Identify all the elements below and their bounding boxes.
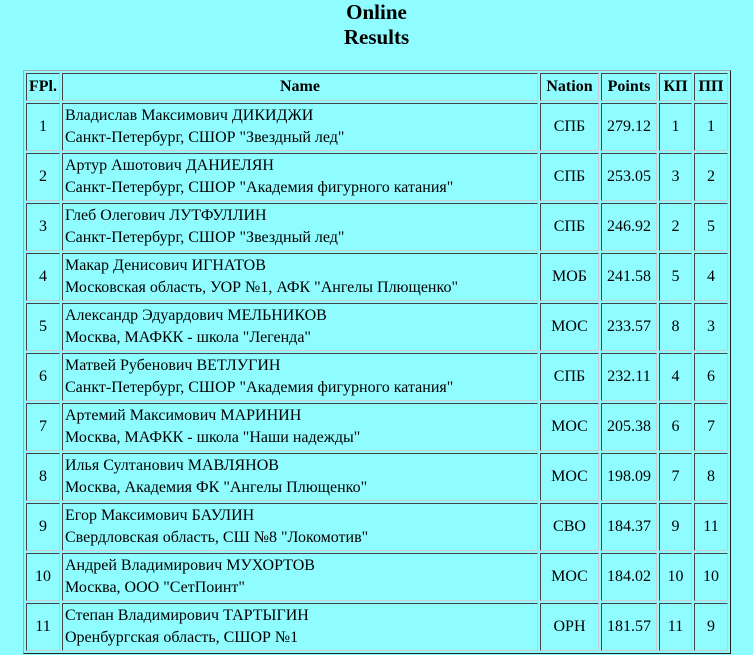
skater-name: Александр Эдуардович МЕЛЬНИКОВ: [65, 307, 327, 324]
cell-pp: 2: [694, 153, 728, 201]
table-row: [26, 503, 728, 551]
skater-club: Москва, МАФКК - школа "Легенда": [65, 329, 311, 346]
table-row: [26, 453, 728, 501]
cell-place: 11: [26, 603, 60, 651]
cell-points: 253.05: [601, 153, 657, 201]
skater-name: Егор Максимович БАУЛИН: [65, 507, 255, 524]
cell-points: 233.57: [601, 303, 657, 351]
cell-pp: 9: [694, 603, 728, 651]
skater-name: Артур Ашотович ДАНИЕЛЯН: [65, 157, 274, 174]
cell-name: [62, 553, 538, 601]
cell-pp: 1: [694, 103, 728, 151]
skater-club: Санкт-Петербург, СШОР "Академия фигурного катания": [65, 379, 454, 396]
cell-place: 4: [26, 253, 60, 301]
skater-name: Владислав Максимович ДИКИДЖИ: [65, 107, 314, 124]
skater-name: Матвей Рубенович ВЕТЛУГИН: [65, 357, 281, 374]
cell-pp: 3: [694, 303, 728, 351]
header-kp: КП: [659, 73, 692, 101]
table-row: [26, 103, 728, 151]
skater-club: Санкт-Петербург, СШОР "Академия фигурного катания": [65, 179, 454, 196]
header-points: Points: [601, 73, 657, 101]
skater-club: Санкт-Петербург, СШОР "Звездный лед": [65, 229, 345, 246]
page-title: [0, 0, 753, 50]
cell-nation: СПБ: [540, 203, 599, 251]
table-header-row: [26, 73, 728, 101]
skater-club: Свердловская область, СШ №8 "Локомотив": [65, 529, 369, 546]
skater-name: Макар Денисович ИГНАТОВ: [65, 257, 266, 274]
skater-club: Москва, Академия ФК "Ангелы Плющенко": [65, 479, 368, 496]
table-row: [26, 353, 728, 401]
title-line-results: Results: [343, 25, 410, 49]
header-pp: ПП: [694, 73, 728, 101]
cell-name: [62, 603, 538, 651]
cell-points: 181.57: [601, 603, 657, 651]
cell-nation: МОС: [540, 303, 599, 351]
table-row: [26, 553, 728, 601]
cell-pp: 10: [694, 553, 728, 601]
cell-nation: ОРН: [540, 603, 599, 651]
skater-club: Оренбургская область, СШОР №1: [65, 629, 299, 646]
cell-pp: 8: [694, 453, 728, 501]
cell-name: [62, 353, 538, 401]
header-name: Name: [62, 73, 538, 101]
cell-place: 5: [26, 303, 60, 351]
cell-nation: СВО: [540, 503, 599, 551]
cell-kp: 4: [659, 353, 692, 401]
table-row: [26, 153, 728, 201]
table-row: [26, 203, 728, 251]
cell-kp: 10: [659, 553, 692, 601]
cell-kp: 5: [659, 253, 692, 301]
cell-place: 10: [26, 553, 60, 601]
cell-place: 3: [26, 203, 60, 251]
table-row: [26, 253, 728, 301]
table-row: [26, 403, 728, 451]
skater-name: Илья Султанович МАВЛЯНОВ: [65, 457, 279, 474]
cell-pp: 4: [694, 253, 728, 301]
cell-points: 184.37: [601, 503, 657, 551]
skater-name: Глеб Олегович ЛУТФУЛЛИН: [65, 207, 267, 224]
cell-place: 2: [26, 153, 60, 201]
skater-club: Московская область, УОР №1, АФК "Ангелы Плющенко": [65, 279, 458, 296]
cell-nation: СПБ: [540, 103, 599, 151]
title-line-online: Online: [346, 0, 407, 24]
cell-kp: 2: [659, 203, 692, 251]
cell-nation: МОС: [540, 403, 599, 451]
cell-nation: МОС: [540, 553, 599, 601]
cell-pp: 5: [694, 203, 728, 251]
skater-name: Степан Владимирович ТАРТЫГИН: [65, 607, 309, 624]
cell-points: 232.11: [601, 353, 657, 401]
header-place: FPl.: [26, 73, 60, 101]
skater-name: Артемий Максимович МАРИНИН: [65, 407, 302, 424]
cell-kp: 8: [659, 303, 692, 351]
skater-club: Москва, ООО "СетПоинт": [65, 579, 245, 596]
cell-kp: 9: [659, 503, 692, 551]
cell-kp: 7: [659, 453, 692, 501]
skater-club: Москва, МАФКК - школа "Наши надежды": [65, 429, 361, 446]
cell-name: [62, 103, 538, 151]
cell-place: 1: [26, 103, 60, 151]
cell-points: 198.09: [601, 453, 657, 501]
results-table: [23, 70, 731, 654]
cell-place: 6: [26, 353, 60, 401]
cell-place: 7: [26, 403, 60, 451]
table-row: [26, 603, 728, 651]
cell-kp: 1: [659, 103, 692, 151]
skater-club: Санкт-Петербург, СШОР "Звездный лед": [65, 129, 345, 146]
cell-points: 279.12: [601, 103, 657, 151]
cell-points: 205.38: [601, 403, 657, 451]
cell-kp: 3: [659, 153, 692, 201]
cell-name: [62, 153, 538, 201]
cell-name: [62, 303, 538, 351]
cell-pp: 6: [694, 353, 728, 401]
results-table-container: [23, 70, 731, 654]
table-row: [26, 303, 728, 351]
cell-place: 8: [26, 453, 60, 501]
cell-name: [62, 503, 538, 551]
cell-pp: 7: [694, 403, 728, 451]
cell-nation: СПБ: [540, 153, 599, 201]
cell-pp: 11: [694, 503, 728, 551]
cell-kp: 6: [659, 403, 692, 451]
cell-name: [62, 453, 538, 501]
cell-nation: МОС: [540, 453, 599, 501]
cell-nation: МОБ: [540, 253, 599, 301]
cell-place: 9: [26, 503, 60, 551]
cell-points: 246.92: [601, 203, 657, 251]
cell-points: 184.02: [601, 553, 657, 601]
cell-name: [62, 403, 538, 451]
header-nation: Nation: [540, 73, 599, 101]
cell-kp: 11: [659, 603, 692, 651]
cell-name: [62, 203, 538, 251]
cell-nation: СПБ: [540, 353, 599, 401]
cell-points: 241.58: [601, 253, 657, 301]
skater-name: Андрей Владимирович МУХОРТОВ: [65, 557, 315, 574]
cell-name: [62, 253, 538, 301]
